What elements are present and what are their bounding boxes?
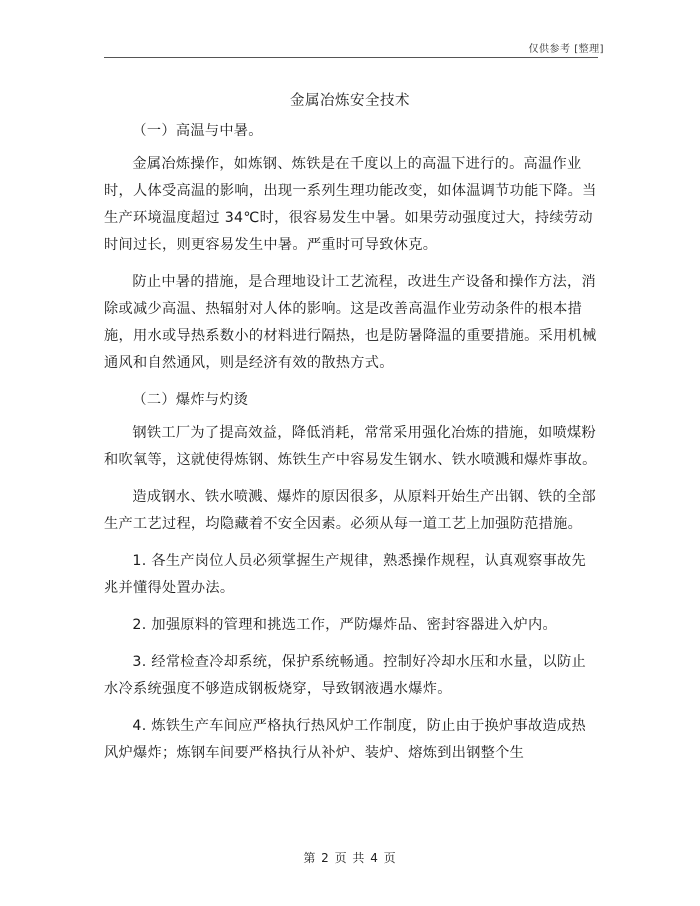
- paragraph: 钢铁工厂为了提高效益，降低消耗，常常采用强化冶炼的措施，如喷煤粉和吹氧等，这就使得炼钢、炼铁生产中容易发生钢水、铁水喷溅和爆炸事故。: [104, 425, 597, 468]
- list-item: 4. 炼铁生产车间应严格执行热风炉工作制度，防止由于换炉事故造成热风炉爆炸；炼钢车间要严格执行从补炉、装炉、熔炼到出钢整个生: [104, 718, 586, 761]
- paragraph: 防止中暑的措施，是合理地设计工艺流程，改进生产设备和操作方法，消除或减少高温、热辐射对人体的影响。这是改善高温作业劳动条件的根本措施，用水或导热系数小的材料进行隔热，也是防暑降温的重要措施。采用机械通风和自然通风，则是经济有效的散热方式。: [104, 274, 597, 371]
- section-heading-heat: （一）高温与中暑。: [132, 123, 263, 139]
- paragraph: 造成钢水、铁水喷溅、爆炸的原因很多，从原料开始生产出钢、铁的全部生产工艺过程，均隐藏着不安全因素。必须从每一道工艺上加强防范措施。: [104, 489, 596, 532]
- list-item: 3. 经常检查冷却系统，保护系统畅通。控制好冷却水压和水量，以防止水冷系统强度不够造成钢板烧穿，导致钢液遇水爆炸。: [104, 654, 586, 697]
- document-body: [104, 118, 598, 777]
- list-item: 1. 各生产岗位人员必须掌握生产规律，熟悉操作规程，认真观察事故先兆并懂得处置办法。: [104, 553, 586, 596]
- document-title: 金属冶炼安全技术: [290, 93, 410, 109]
- section-heading-explosion: （二）爆炸与灼烫: [132, 392, 249, 408]
- header-rule: [104, 57, 598, 58]
- page-footer: 第 2 页 共 4 页: [303, 851, 397, 865]
- paragraph: 金属冶炼操作，如炼钢、炼铁是在千度以上的高温下进行的。高温作业时，人体受高温的影响，出现一系列生理功能改变，如体温调节功能下降。当生产环境温度超过 34℃时，很容易发生中暑。如果劳动强度过大，持续劳动时间过长，则更容易发生中暑。严重时可导致休克。: [104, 156, 597, 253]
- header-note: 仅供参考 [整理]: [528, 44, 604, 55]
- list-item: 2. 加强原料的管理和挑选工作，严防爆炸品、密封容器进入炉内。: [132, 617, 557, 633]
